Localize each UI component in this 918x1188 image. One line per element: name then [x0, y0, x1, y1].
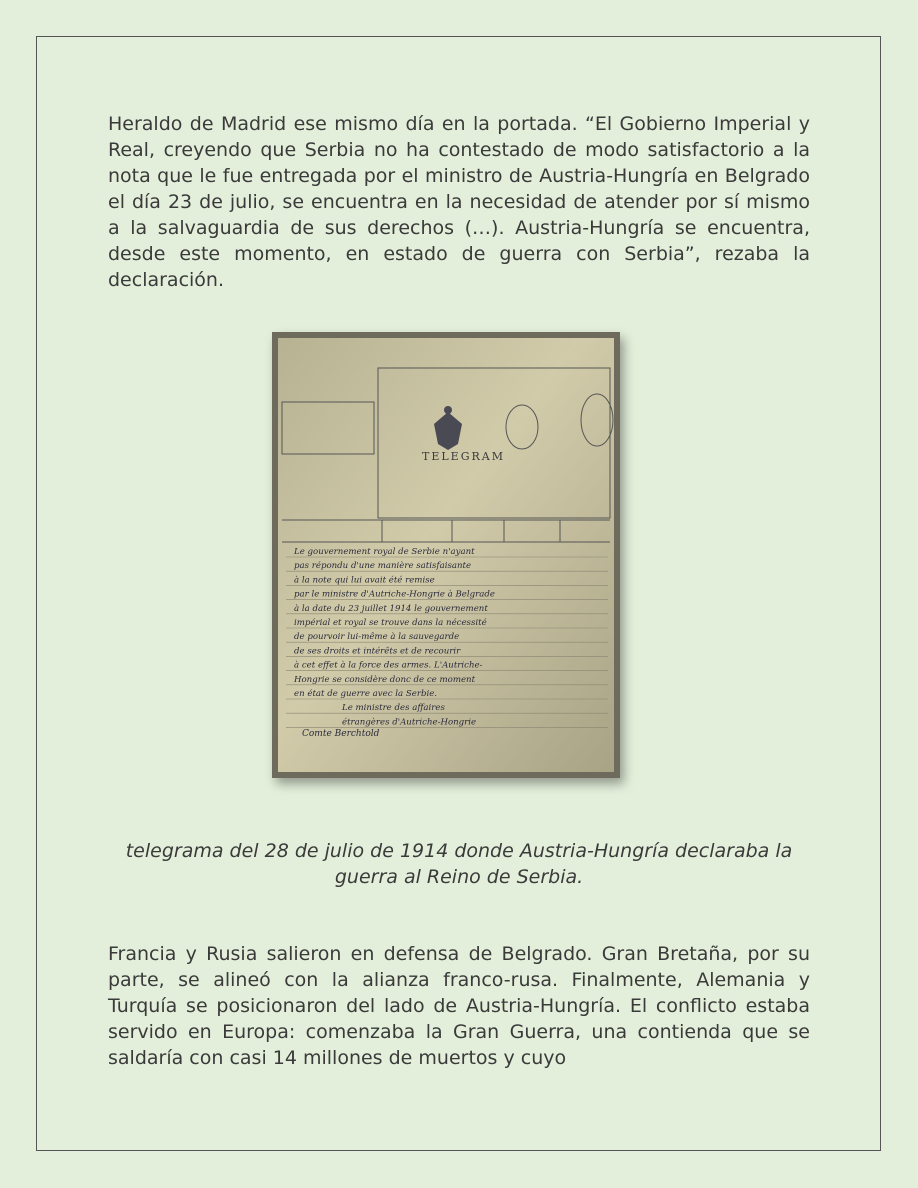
telegram-line: de ses droits et intérêts et de recourir: [294, 646, 461, 657]
body-paragraph-1: Heraldo de Madrid ese mismo día en la portada. “El Gobierno Imperial y Real, creyendo que Serbia no ha contestado de modo satisfactorio a la nota que le fue entregada por el ministro de Austria-Hungría en Belgrado el día 23 de julio, se encuentra en la necesidad de atender por sí mismo a la salvaguardia de sus derechos (…). Austria-Hungría se encuentra, desde este momento, en estado de guerra con Serbia”, rezaba la declaración.: [108, 113, 810, 291]
telegram-line: Le ministre des affaires: [342, 703, 445, 714]
telegram-heading: TELEGRAM: [422, 450, 505, 463]
telegram-line: Hongrie se considère donc de ce moment: [294, 674, 476, 685]
telegram-line: à cet effet à la force des armes. L'Autriche-: [294, 660, 483, 671]
body-paragraph-2: Francia y Rusia salieron en defensa de Belgrado. Gran Bretaña, por su parte, se alineó con la alianza franco-rusa. Finalmente, Alemania y Turquía se posicionaron del lado de Austria-Hungría. El conflicto estaba servido en Europa: comenzaba la Gran Guerra, una contienda que se saldaría con casi 14 millones de muertos y cuyo: [108, 943, 810, 1069]
telegram-line: à la note qui lui avait été remise: [294, 575, 435, 586]
telegram-line: étrangères d'Autriche-Hongrie: [342, 717, 477, 728]
telegram-line: par le ministre d'Autriche-Hongrie à Belgrade: [294, 589, 495, 600]
telegram-line: de pourvoir lui-même à la sauvegarde: [294, 632, 460, 643]
telegram-line: à la date du 23 juillet 1914 le gouvernement: [294, 603, 488, 614]
telegram-line: en état de guerre avec la Serbie.: [294, 689, 438, 699]
telegram-signature: Comte Berchtold: [302, 729, 380, 739]
telegram-line: impérial et royal se trouve dans la nécessité: [294, 618, 487, 628]
telegram-line: Le gouvernement royal de Serbie n'ayant: [294, 547, 475, 557]
photo-caption: telegrama del 28 de julio de 1914 donde Austria-Hungría declaraba la guerra al Reino de Serbia.: [125, 840, 793, 888]
telegram-line: pas répondu d'une manière satisfaisante: [294, 561, 472, 572]
telegram-photo: [272, 332, 620, 778]
